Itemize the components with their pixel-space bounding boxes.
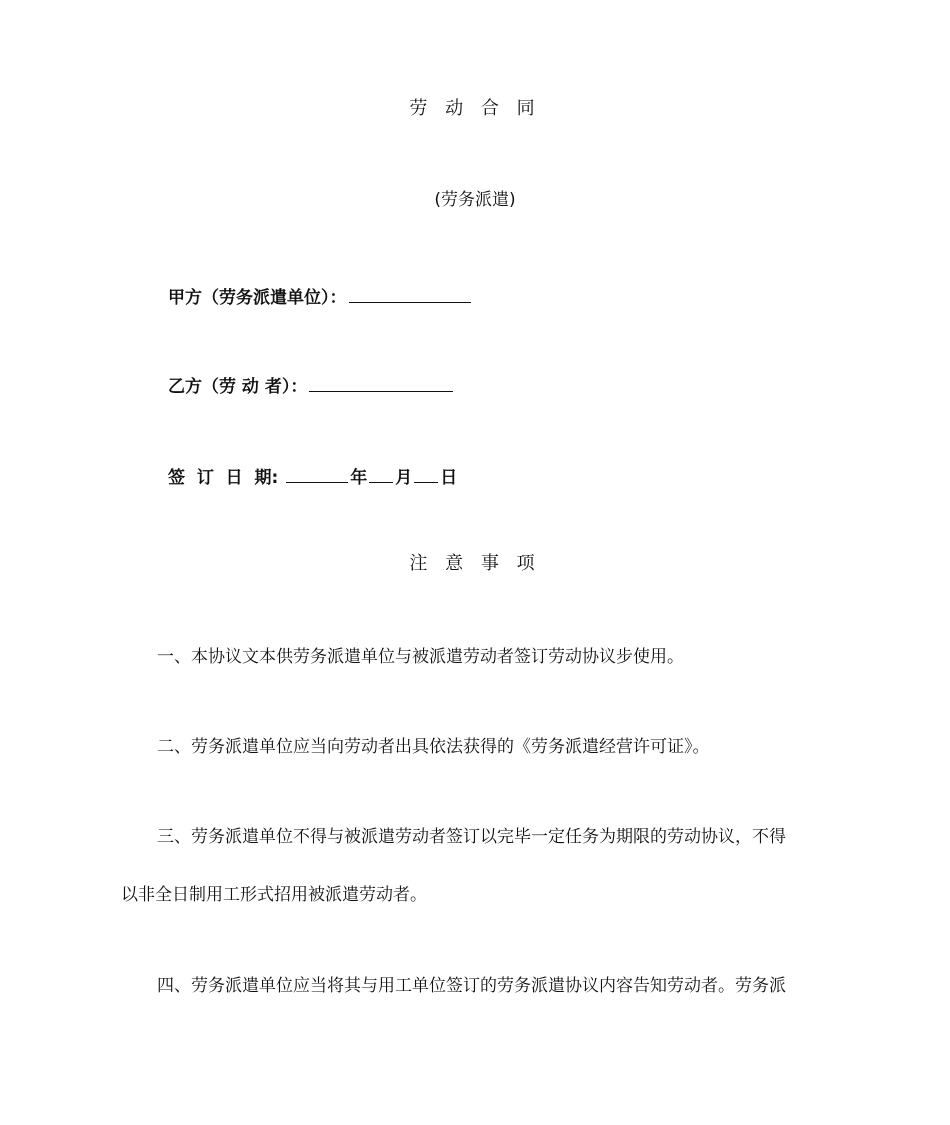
party-b-field (168, 371, 455, 399)
party-a-field (168, 282, 473, 310)
day-blank[interactable] (414, 462, 438, 483)
year-blank[interactable] (286, 462, 348, 483)
document-title: 劳 动 合 同 (409, 98, 541, 119)
notice-item-2: 二、劳务派遣单位应当向劳动者出具依法获得的《劳务派遣经营许可证》。 (157, 737, 710, 757)
notice-heading: 注 意 事 项 (409, 553, 541, 574)
party-a-label: 甲方（劳务派遣单位）： (168, 288, 347, 308)
party-a-blank[interactable] (349, 282, 471, 303)
month-blank[interactable] (369, 462, 393, 483)
year-label: 年 (350, 468, 368, 488)
month-label: 月 (395, 468, 413, 488)
document-subtitle: (劳务派遣) (434, 190, 516, 210)
notice-item-1: 一、本协议文本供劳务派遣单位与被派遣劳动者签订劳动协议步使用。 (157, 647, 684, 667)
day-label: 日 (440, 468, 458, 488)
party-b-blank[interactable] (309, 371, 453, 392)
notice-item-4: 四、劳务派遣单位应当将其与用工单位签订的劳务派遣协议内容告知劳动者。劳务派 (157, 976, 786, 996)
sign-date-label: 签 订 日 期: (168, 468, 279, 488)
party-b-label: 乙方（劳 动 者）： (168, 377, 308, 397)
notice-item-3: 三、劳务派遣单位不得与被派遣劳动者签订以完毕一定任务为期限的劳动协议，不得 (157, 827, 786, 847)
notice-item-3-continued: 以非全日制用工形式招用被派遣劳动者。 (121, 885, 427, 905)
sign-date-field (168, 462, 457, 490)
